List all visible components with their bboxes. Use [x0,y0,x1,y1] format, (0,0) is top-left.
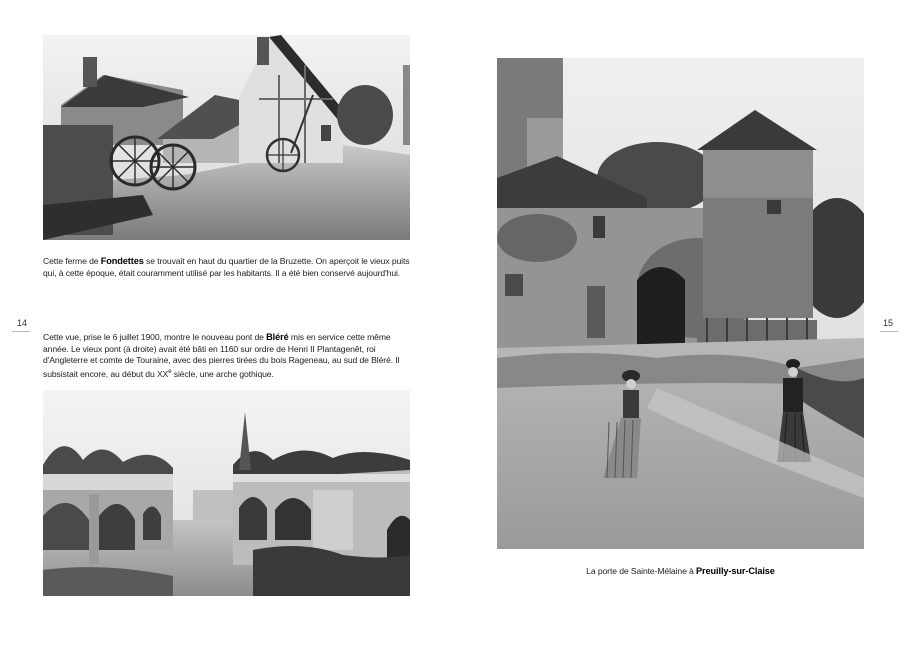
page-number-rule-right [880,331,898,332]
page-number-right: 15 [883,318,894,328]
caption-fondettes: Cette ferme de Fondettes se trouvait en haut du quartier de la Bruzette. On aperçoit le vieux puits qui, à cette époque, était couramment utilisé par les habitants. Il a été bien conservé aujourd'hui. [43,256,410,278]
place-name-fondettes: Fondettes [100,256,144,266]
page-number-rule-left [12,331,30,332]
place-name-blere: Bléré [266,332,289,342]
photo-porte-sainte-melaine [497,58,864,549]
photo-farm-fondettes [43,35,410,240]
page-number-left: 14 [17,318,28,328]
place-name-preuilly: Preuilly-sur-Claise [696,566,775,576]
caption-blere: Cette vue, prise le 6 juillet 1900, montre le nouveau pont de Bléré mis en service cette même année. Le vieux pont (à droite) avait été bâti en 1160 sur ordre de Henri II Plantagenêt, roi d'Angleterre et comte de Touraine, avec des pierres tirées du bois Rageneau, au sud de Bléré. Il subsistait encore, au début du XXe siècle, une arche gothique. [43,332,400,379]
photo-bridge-blere [43,390,410,596]
caption-preuilly: La porte de Sainte-Mélaine à Preuilly-sur-Claise [586,566,775,576]
